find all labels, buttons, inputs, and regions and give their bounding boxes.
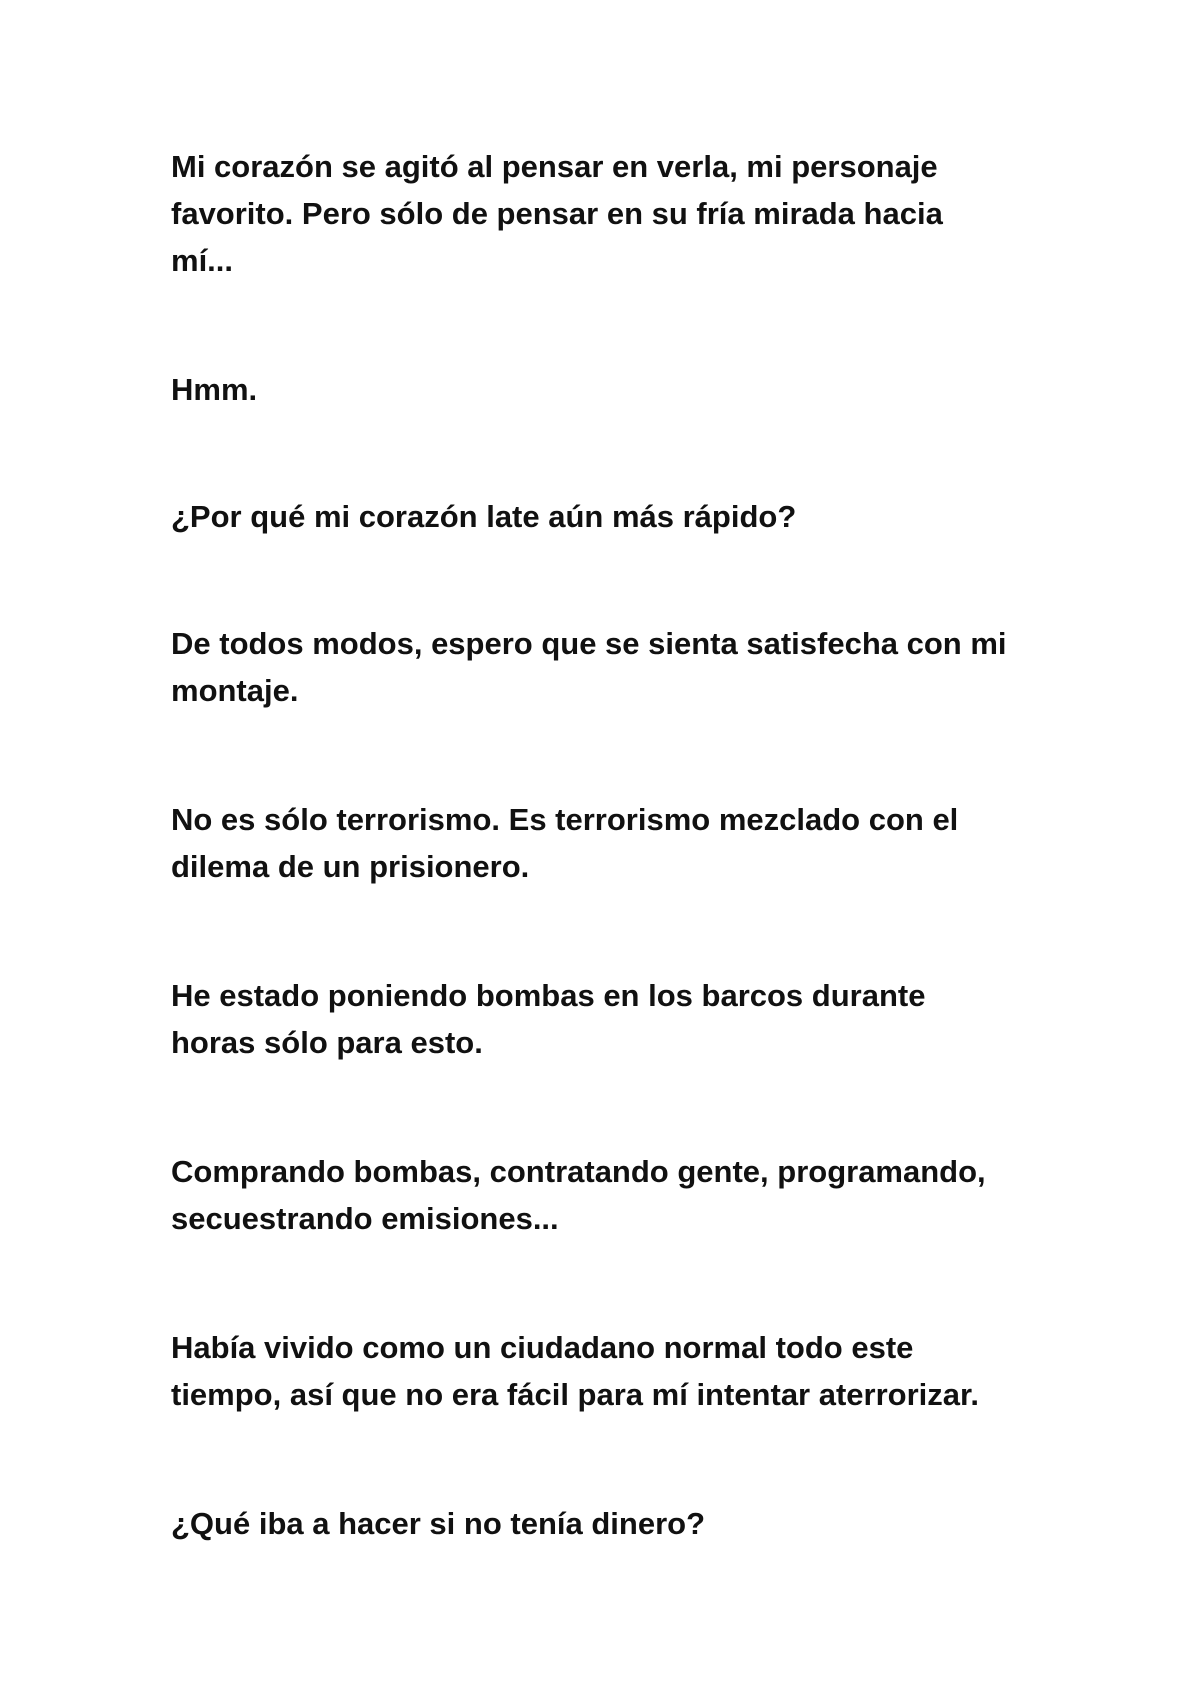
paragraph-2: Hmm. xyxy=(171,372,258,407)
paragraph-4: De todos modos, espero que se sienta satisfecha con mi montaje. xyxy=(171,626,1007,708)
paragraph-9: ¿Qué iba a hacer si no tenía dinero? xyxy=(171,1506,706,1541)
paragraph-5: No es sólo terrorismo. Es terrorismo mezclado con el dilema de un prisionero. xyxy=(171,802,959,884)
paragraph-8: Había vivido como un ciudadano normal todo este tiempo, así que no era fácil para mí intentar aterrorizar. xyxy=(171,1330,979,1412)
paragraph-6: He estado poniendo bombas en los barcos durante horas sólo para esto. xyxy=(171,978,926,1060)
paragraph-7: Comprando bombas, contratando gente, programando, secuestrando emisiones... xyxy=(171,1154,986,1236)
paragraph-3: ¿Por qué mi corazón late aún más rápido? xyxy=(171,499,797,534)
paragraph-1: Mi corazón se agitó al pensar en verla, mi personaje favorito. Pero sólo de pensar en su fría mirada hacia mí... xyxy=(171,149,943,278)
